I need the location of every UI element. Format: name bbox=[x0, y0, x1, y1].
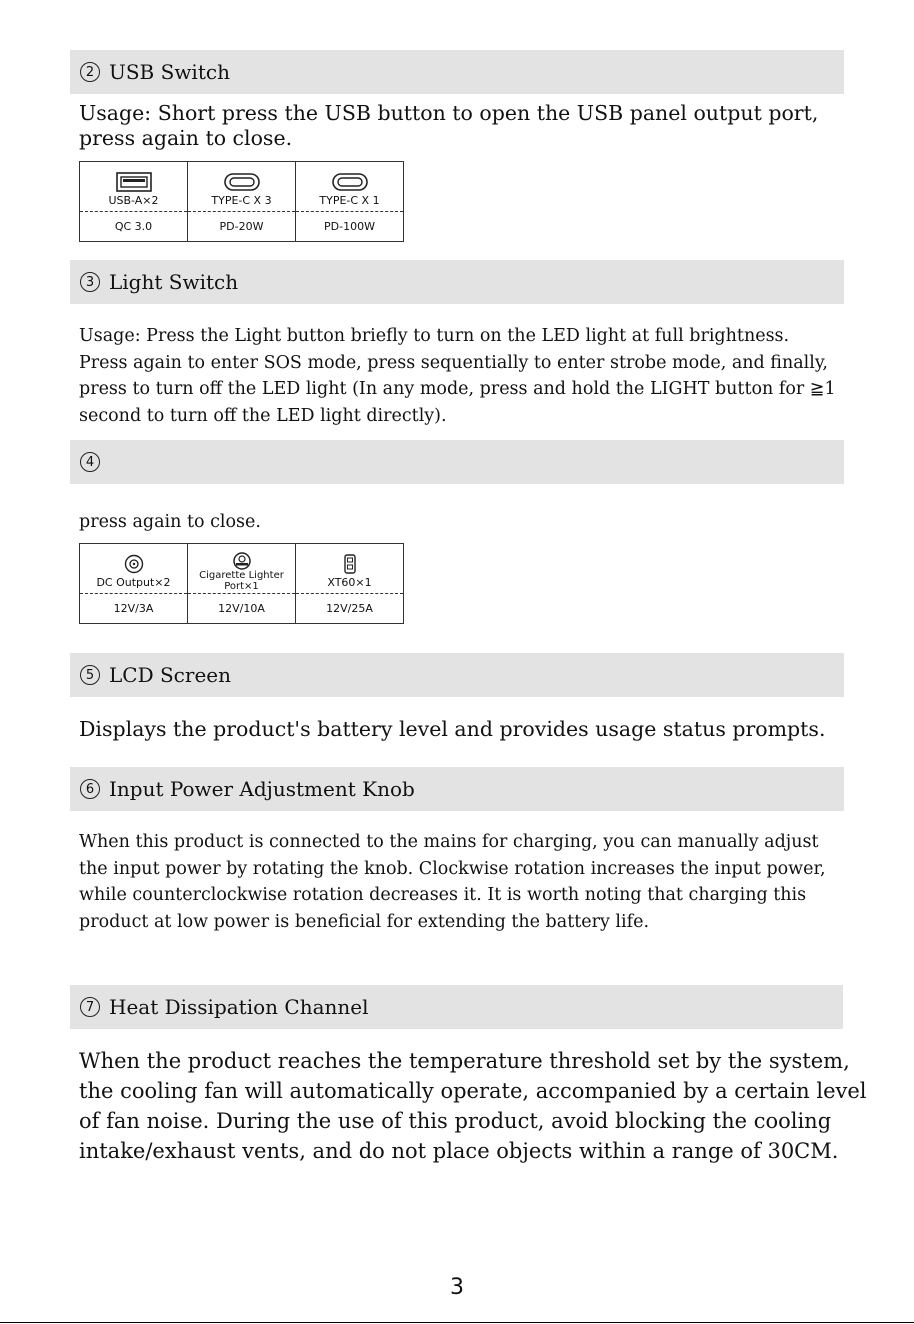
section-title: LCD Screen bbox=[109, 663, 231, 687]
port-spec: QC 3.0 bbox=[80, 212, 188, 242]
usb-port-table bbox=[79, 161, 404, 242]
usb-c-icon bbox=[332, 172, 368, 192]
usb-c-icon bbox=[224, 172, 260, 192]
cigarette-lighter-icon bbox=[231, 552, 253, 570]
section-number: 2 bbox=[80, 62, 100, 82]
port-cell bbox=[296, 162, 404, 212]
section-header-light-switch bbox=[70, 260, 844, 304]
section-header-heat-dissipation bbox=[70, 985, 843, 1029]
port-label: TYPE-C X 1 bbox=[319, 194, 380, 207]
port-spec: 12V/10A bbox=[188, 594, 296, 624]
usb-switch-description: Usage: Short press the USB button to open the USB panel output port, press again to close. bbox=[79, 101, 819, 150]
port-label: TYPE-C X 3 bbox=[211, 194, 272, 207]
section-number: 7 bbox=[80, 997, 100, 1017]
section-number: 5 bbox=[80, 665, 100, 685]
port-cell bbox=[80, 544, 188, 594]
section-title: Light Switch bbox=[109, 270, 239, 294]
port-spec: PD-20W bbox=[188, 212, 296, 242]
section-title: USB Switch bbox=[109, 60, 230, 84]
section-number: 4 bbox=[80, 452, 100, 472]
section-header-usb-switch bbox=[70, 50, 844, 94]
section-header-lcd-screen bbox=[70, 653, 844, 697]
port-cell bbox=[80, 162, 188, 212]
section-number: 3 bbox=[80, 272, 100, 292]
dc-port-icon bbox=[124, 554, 144, 574]
xt60-icon bbox=[343, 554, 357, 574]
dc-switch-description: press again to close. bbox=[79, 512, 261, 532]
port-spec: 12V/3A bbox=[80, 594, 188, 624]
port-cell bbox=[296, 544, 404, 594]
section-title: Input Power Adjustment Knob bbox=[109, 777, 415, 801]
port-cell bbox=[188, 544, 296, 594]
lcd-screen-description: Displays the product's battery level and provides usage status prompts. bbox=[79, 717, 826, 741]
port-spec: 12V/25A bbox=[296, 594, 404, 624]
port-label: Cigarette Lighter Port×1 bbox=[199, 570, 284, 592]
port-label: DC Output×2 bbox=[96, 576, 171, 589]
usb-a-icon bbox=[116, 172, 152, 192]
input-power-knob-description: When this product is connected to the mains for charging, you can manually adjust the input power by rotating the knob. Clockwise rotation increases the input power, while counterclockwise rotation decreases it. It is worth noting that charging this product at low power is beneficial for extending the battery life. bbox=[79, 832, 826, 932]
port-spec: PD-100W bbox=[296, 212, 404, 242]
section-header-dc-switch bbox=[70, 440, 844, 484]
section-header-input-power-knob bbox=[70, 767, 844, 811]
page-bottom-rule bbox=[0, 1322, 914, 1323]
port-cell bbox=[188, 162, 296, 212]
light-switch-description: Usage: Press the Light button briefly to turn on the LED light at full brightness. Press again to enter SOS mode, press sequentially to enter strobe mode, and finally, press to turn off the LED light (In any mode, press and hold the LIGHT button for ≧1 second to turn off the LED light directly). bbox=[79, 326, 836, 426]
page-number: 3 bbox=[450, 1275, 464, 1300]
heat-dissipation-description: When the product reaches the temperature threshold set by the system, the cooling fan will automatically operate, accompanied by a certain level of fan noise. During the use of this product, avoid blocking the cooling intake/exhaust vents, and do not place objects within a range of 30CM. bbox=[79, 1049, 867, 1163]
section-title: Heat Dissipation Channel bbox=[109, 995, 369, 1019]
dc-port-table bbox=[79, 543, 404, 624]
port-label: XT60×1 bbox=[327, 576, 372, 589]
port-label: USB-A×2 bbox=[108, 194, 159, 207]
section-number: 6 bbox=[80, 779, 100, 799]
